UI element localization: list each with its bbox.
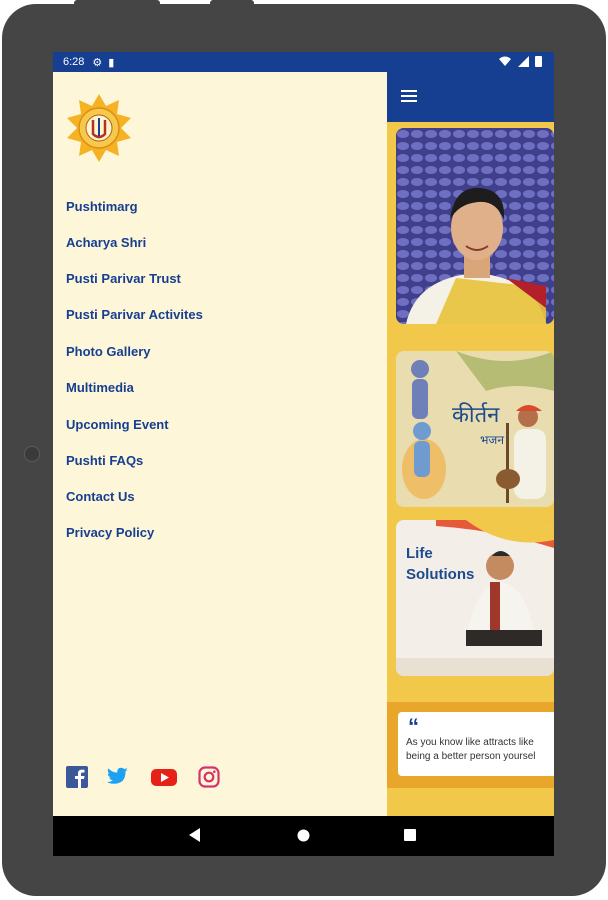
twitter-icon[interactable]: [107, 766, 129, 788]
drawer-item-pushtimarg[interactable]: Pushtimarg: [66, 199, 138, 214]
hamburger-icon[interactable]: [401, 90, 417, 102]
top-button-left: [74, 0, 160, 6]
drawer-item-pusti-parivar-activites[interactable]: Pusti Parivar Activites: [66, 307, 203, 322]
drawer-item-photo-gallery[interactable]: Photo Gallery: [66, 344, 151, 359]
app-bar: [387, 72, 554, 122]
acharya-card[interactable]: [396, 128, 554, 324]
kirtan-image: [396, 351, 554, 507]
drawer-item-pushti-faqs[interactable]: Pushti FAQs: [66, 453, 144, 468]
drawer-item-pusti-parivar-trust[interactable]: Pusti Parivar Trust: [66, 271, 181, 286]
life-solutions-line2: Solutions: [406, 566, 475, 583]
quote-icon: “: [408, 714, 419, 739]
kirtan-card[interactable]: [396, 351, 554, 507]
kirtan-subtitle: भजन: [480, 433, 505, 447]
back-icon[interactable]: [189, 828, 201, 842]
kirtan-title: कीर्तन: [452, 403, 500, 428]
navigation-drawer: [53, 72, 387, 816]
youtube-icon[interactable]: [151, 766, 177, 788]
quote-card[interactable]: [398, 712, 554, 776]
drawer-item-multimedia[interactable]: Multimedia: [66, 380, 134, 395]
system-nav-bar: [53, 816, 554, 856]
top-button-right: [210, 0, 254, 6]
cellular-icon: [517, 55, 529, 67]
quote-line-1: As you know like attracts like: [406, 737, 534, 748]
acharya-image: [396, 128, 554, 324]
drawer-item-contact-us[interactable]: Contact Us: [66, 489, 135, 504]
settings-status-icon: ⚙: [92, 56, 103, 69]
device-screen: [53, 52, 554, 856]
status-bar: [53, 52, 554, 72]
wifi-icon: [499, 55, 511, 67]
quote-line-2: being a better person yoursel: [406, 751, 536, 762]
drawer-item-acharya-shri[interactable]: Acharya Shri: [66, 235, 147, 250]
quote-section: [387, 702, 554, 788]
recents-icon[interactable]: [404, 829, 416, 841]
facebook-icon[interactable]: [66, 766, 88, 788]
home-icon[interactable]: [297, 829, 310, 842]
drawer-item-privacy-policy[interactable]: Privacy Policy: [66, 525, 155, 540]
status-time: 6:28: [63, 56, 85, 68]
instagram-icon[interactable]: [198, 766, 220, 788]
life-solutions-card[interactable]: [396, 520, 554, 676]
sd-card-status-icon: ▮: [108, 56, 115, 69]
pushti-parivar-logo: [65, 94, 133, 162]
drawer-item-upcoming-event[interactable]: Upcoming Event: [66, 417, 169, 432]
life-solutions-image: [396, 520, 554, 676]
battery-icon: [535, 55, 542, 67]
front-camera: [24, 446, 40, 462]
life-solutions-line1: Life: [406, 545, 433, 562]
